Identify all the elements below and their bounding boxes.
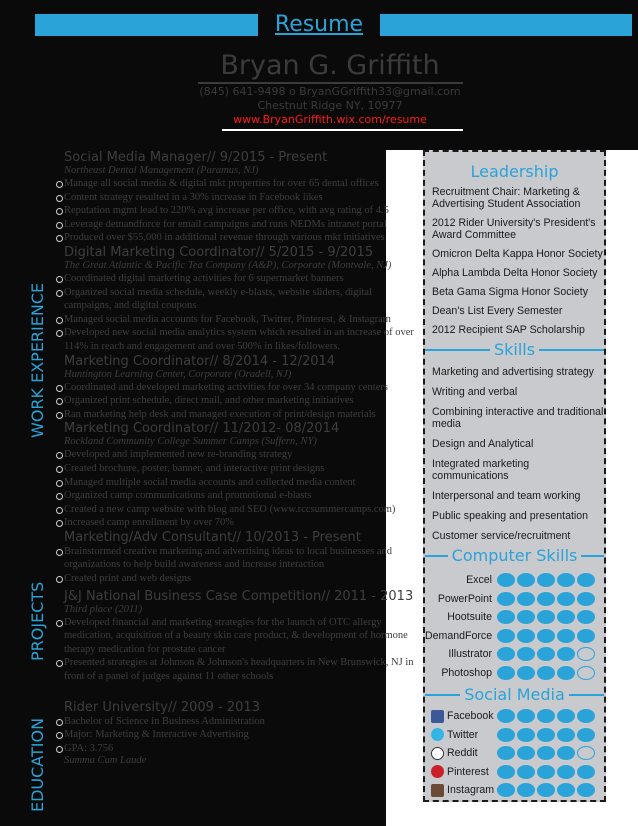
skill-item: Public speaking and presentation xyxy=(432,510,589,522)
rating-dots xyxy=(497,709,595,723)
rating-dot-filled xyxy=(517,610,535,624)
rating-dot-filled xyxy=(537,610,555,624)
leadership-item: Recruitment Chair: Marketing & Advertising Student Association xyxy=(432,186,581,210)
skills-heading xyxy=(425,340,604,359)
rating-dot-filled xyxy=(577,592,595,606)
job-entry xyxy=(56,245,416,354)
rating-dot-filled xyxy=(537,666,555,680)
job-company: Huntington Learning Center, Corporate (Oradell, NJ) xyxy=(64,368,292,380)
project-subtitle: Third place (2011) xyxy=(64,603,143,615)
leadership-heading-wrap xyxy=(425,162,604,184)
job-bullet: Developed and implemented new re-branding strategy xyxy=(56,448,416,462)
rating-dot-filled xyxy=(517,629,535,643)
rating-dot-filled xyxy=(517,709,535,723)
rating-dot-filled xyxy=(497,573,515,587)
rating-dot-filled xyxy=(577,728,595,742)
rating-dot-filled xyxy=(577,765,595,779)
job-bullet: Coordinated digital marketing activities for 6 supermarket banners xyxy=(56,272,416,286)
project-entry xyxy=(56,589,416,684)
leadership-item: Dean's List Every Semester xyxy=(432,305,563,317)
social-media-section xyxy=(425,685,604,800)
project-bullet: Presented strategies at Johnson & Johnson's headquarters in New Brunswick, NJ in front of a panel of judges against 11 other schools xyxy=(56,656,416,683)
education-title: Rider University// 2009 - 2013 xyxy=(64,699,260,715)
website-link[interactable]: www.BryanGriffith.wix.com/resume xyxy=(233,113,427,126)
rating-dot-filled xyxy=(537,765,555,779)
project-title: J&J National Business Case Competition// 2011 - 2013 xyxy=(64,588,414,604)
rating-dot-filled xyxy=(577,783,595,797)
facebook-icon xyxy=(431,710,444,723)
rating-dot-empty xyxy=(577,746,595,760)
job-bullets xyxy=(56,177,416,245)
leadership-section xyxy=(425,152,604,336)
education-bullets xyxy=(56,715,416,756)
social-media-list xyxy=(425,707,604,800)
social-media-label xyxy=(425,765,497,778)
computer-skill-name: Excel xyxy=(466,574,492,587)
job-bullets xyxy=(56,381,416,422)
social-media-name: Facebook xyxy=(447,710,494,723)
rating-dot-filled xyxy=(517,783,535,797)
computer-skill-row xyxy=(425,664,604,683)
computer-skills-heading xyxy=(425,546,604,565)
computer-skill-row xyxy=(425,571,604,590)
social-media-name: Twitter xyxy=(447,728,479,741)
job-bullet: Developed new social media analytics system which resulted in an increase of over 114% in reach and engagement and over 500% in likes/followers. xyxy=(56,326,416,353)
rating-dot-filled xyxy=(557,765,575,779)
job-bullets xyxy=(56,272,416,354)
work-experience-list xyxy=(56,150,416,586)
rating-dot-filled xyxy=(557,728,575,742)
social-media-row xyxy=(425,726,604,745)
rating-dot-filled xyxy=(557,610,575,624)
instagram-icon xyxy=(431,784,444,797)
job-entry xyxy=(56,530,416,586)
job-bullets xyxy=(56,448,416,530)
job-bullet: Created a new camp website with blog and SEO (www.rccsummercamps.com) xyxy=(56,503,416,517)
job-bullet: Created print and web designs xyxy=(56,572,416,586)
computer-skills-section xyxy=(425,546,604,682)
social-media-row xyxy=(425,707,604,726)
skill-item: Writing and verbal xyxy=(432,386,518,398)
job-title: Digital Marketing Coordinator// 5/2015 - 9/2015 xyxy=(64,244,374,260)
rating-dots xyxy=(497,728,595,742)
twitter-icon xyxy=(431,728,444,741)
social-media-name: Reddit xyxy=(447,747,478,760)
rating-dots xyxy=(497,746,595,760)
rating-dot-filled xyxy=(537,592,555,606)
candidate-name: Bryan G. Griffith xyxy=(220,50,440,81)
job-bullet: Organized social media schedule, weekly e-blasts, website sliders, digital campaigns, and digital coupons xyxy=(56,286,416,313)
computer-heading-text: Computer Skills xyxy=(448,546,582,565)
rating-dot-filled xyxy=(517,765,535,779)
rating-dots xyxy=(497,783,595,797)
job-title: Marketing Coordinator// 8/2014 - 12/2014 xyxy=(64,353,336,369)
rating-dot-filled xyxy=(497,728,515,742)
job-company: Northeast Dental Management (Paramus, NJ) xyxy=(64,165,259,176)
job-title: Social Media Manager// 9/2015 - Present xyxy=(64,150,328,165)
computer-skills-list xyxy=(425,571,604,682)
rating-dot-filled xyxy=(577,610,595,624)
sidebar-panel xyxy=(423,150,606,802)
address: Chestnut Ridge NY, 10977 xyxy=(257,99,403,112)
computer-skill-row xyxy=(425,627,604,646)
reddit-icon xyxy=(431,747,444,760)
rating-dot-filled xyxy=(497,592,515,606)
leadership-item: 2012 Recipient SAP Scholarship xyxy=(432,324,585,336)
rating-dot-filled xyxy=(557,783,575,797)
skills-heading-wrap xyxy=(425,340,604,362)
rating-dot-filled xyxy=(557,629,575,643)
rating-dot-empty xyxy=(577,666,595,680)
rating-dot-filled xyxy=(517,592,535,606)
job-bullet: Increased camp enrollment by over 70% xyxy=(56,516,416,530)
job-company: Rockland Community College Summer Camps (Suffern, NY) xyxy=(64,436,317,448)
rating-dot-filled xyxy=(497,709,515,723)
website-divider xyxy=(222,129,463,131)
social-media-row xyxy=(425,763,604,782)
skills-list xyxy=(425,366,604,542)
computer-skill-name: DemandForce xyxy=(425,629,493,642)
rating-dots xyxy=(497,647,595,661)
section-label-projects: PROJECTS xyxy=(28,581,47,661)
rating-dot-filled xyxy=(537,709,555,723)
leadership-item: Omicron Delta Kappa Honor Society xyxy=(432,248,603,260)
rating-dots xyxy=(497,610,595,624)
social-media-name: Instagram xyxy=(447,784,495,797)
rating-dot-filled xyxy=(517,666,535,680)
computer-heading-wrap xyxy=(425,546,604,568)
rating-dot-filled xyxy=(557,592,575,606)
education-bullet: Major: Marketing & Interactive Advertising xyxy=(56,728,416,742)
rating-dot-filled xyxy=(557,573,575,587)
skill-item: Integrated marketing communications xyxy=(432,458,530,482)
section-label-education: EDUCATION xyxy=(28,717,47,812)
rating-dot-filled xyxy=(557,746,575,760)
rating-dot-filled xyxy=(517,647,535,661)
computer-skill-name: Illustrator xyxy=(448,648,492,661)
rating-dot-filled xyxy=(537,783,555,797)
rating-dot-filled xyxy=(557,647,575,661)
rating-dots xyxy=(497,765,595,779)
job-bullet: Organized camp communications and promotional e-blasts xyxy=(56,489,416,503)
rating-dot-filled xyxy=(537,573,555,587)
job-bullet: Managed multiple social media accounts and collected media content xyxy=(56,476,416,490)
job-entry xyxy=(56,150,416,245)
skill-item: Combining interactive and traditional media xyxy=(432,406,604,430)
rating-dot-filled xyxy=(577,573,595,587)
rating-dot-filled xyxy=(517,573,535,587)
social-media-label xyxy=(425,784,497,797)
job-title: Marketing/Adv Consultant// 10/2013 - Present xyxy=(64,529,361,545)
social-media-row xyxy=(425,744,604,763)
skills-section xyxy=(425,340,604,542)
job-bullet: Reputation mgmt lead to 220% avg increase per office, with avg rating of 4.5 xyxy=(56,204,416,218)
pinterest-icon xyxy=(431,765,444,778)
job-bullet: Manage all social media & digital mkt properties for over 65 dental offices xyxy=(56,177,416,191)
rating-dot-filled xyxy=(517,728,535,742)
leadership-item: Alpha Lambda Delta Honor Society xyxy=(432,267,598,279)
social-heading-wrap xyxy=(425,685,604,707)
skill-item: Marketing and advertising strategy xyxy=(432,366,594,378)
rating-dot-filled xyxy=(497,666,515,680)
education-bullet: Bachelor of Science in Business Administration xyxy=(56,715,416,729)
rating-dot-filled xyxy=(497,647,515,661)
leadership-item: Beta Gama Sigma Honor Society xyxy=(432,286,589,298)
job-title: Marketing Coordinator// 11/2012- 08/2014 xyxy=(64,421,340,437)
rating-dot-filled xyxy=(537,629,555,643)
rating-dot-filled xyxy=(497,629,515,643)
rating-dot-filled xyxy=(577,629,595,643)
rating-dot-filled xyxy=(557,709,575,723)
project-bullets xyxy=(56,616,416,684)
social-media-row xyxy=(425,781,604,800)
job-bullet: Managed social media accounts for Facebook, Twitter, Pinterest, & Instagram xyxy=(56,313,416,327)
computer-skill-name: PowerPoint xyxy=(437,592,492,605)
job-bullet: Organized print schedule, direct mail, and other marketing initiatives xyxy=(56,394,416,408)
leadership-heading xyxy=(425,162,604,181)
name-divider xyxy=(198,82,463,84)
job-bullet: Created brochure, poster, banner, and interactive print designs xyxy=(56,462,416,476)
rating-dot-filled xyxy=(537,647,555,661)
rating-dot-filled xyxy=(537,728,555,742)
resume-title: Resume xyxy=(258,11,380,39)
rating-dot-filled xyxy=(497,765,515,779)
rating-dot-filled xyxy=(557,666,575,680)
rating-dots xyxy=(497,629,595,643)
computer-skill-row xyxy=(425,645,604,664)
job-bullet: Coordinated and developed marketing activities for over 34 company centers xyxy=(56,381,416,395)
skills-heading-text: Skills xyxy=(490,340,539,359)
leadership-item: 2012 Rider University's President's Award Committee xyxy=(432,217,596,241)
job-bullet: Leverage demandforce for email campaigns and runs NEDMs intranet portal xyxy=(56,218,416,232)
skill-item: Interpersonal and team working xyxy=(432,490,581,502)
job-bullet: Ran marketing help desk and managed execution of print/design materials xyxy=(56,408,416,422)
skill-item: Customer service/recruitment xyxy=(432,530,571,542)
social-heading-text: Social Media xyxy=(460,685,569,704)
education-entry xyxy=(56,700,416,768)
rating-dot-filled xyxy=(497,746,515,760)
computer-skill-name: Photoshop xyxy=(441,666,492,679)
social-media-label xyxy=(425,710,497,723)
rating-dot-filled xyxy=(497,783,515,797)
contact-line: (845) 641-9498 o BryanGGriffith33@gmail.com xyxy=(199,85,461,98)
rating-dot-filled xyxy=(577,709,595,723)
job-bullet: Content strategy resulted in a 30% increase in Facebook likes xyxy=(56,191,416,205)
rating-dots xyxy=(497,592,595,606)
social-media-name: Pinterest xyxy=(447,765,489,778)
computer-skill-name: Hootsuite xyxy=(447,611,492,624)
social-media-heading xyxy=(425,685,604,704)
leadership-list xyxy=(425,186,604,336)
main-column xyxy=(56,150,416,767)
rating-dot-empty xyxy=(577,647,595,661)
job-entry xyxy=(56,354,416,422)
rating-dot-filled xyxy=(517,746,535,760)
job-bullet: Brainstormed creative marketing and advertising ideas to local businesses and organizations to help build awareness and increase interaction xyxy=(56,545,416,572)
education-honor: Summa Cum Laude xyxy=(64,755,147,767)
job-company: The Great Atlantic & Pacific Tea Company (A&P), Corporate (Montvale, NJ) xyxy=(64,259,392,271)
rating-dots xyxy=(497,666,595,680)
job-bullets xyxy=(56,545,416,586)
job-entry xyxy=(56,421,416,530)
computer-skill-row xyxy=(425,608,604,627)
social-media-label xyxy=(425,747,497,760)
education-bullet: GPA: 3.756 xyxy=(56,742,416,756)
project-bullet: Developed financial and marketing strategies for the launch of OTC allergy medication, acquisition of a beauty skin care product, & development of hormone therapy medication for prostate cancer xyxy=(56,616,416,657)
skill-item: Design and Analytical xyxy=(432,438,534,450)
social-media-label xyxy=(425,728,497,741)
section-label-work: WORK EXPERIENCE xyxy=(28,282,47,438)
rating-dots xyxy=(497,573,595,587)
leadership-heading-text: Leadership xyxy=(467,162,563,181)
rating-dot-filled xyxy=(537,746,555,760)
computer-skill-row xyxy=(425,590,604,609)
job-bullet: Produced over $55,000 in additional revenue through various mkt initiatives xyxy=(56,231,416,245)
rating-dot-filled xyxy=(497,610,515,624)
